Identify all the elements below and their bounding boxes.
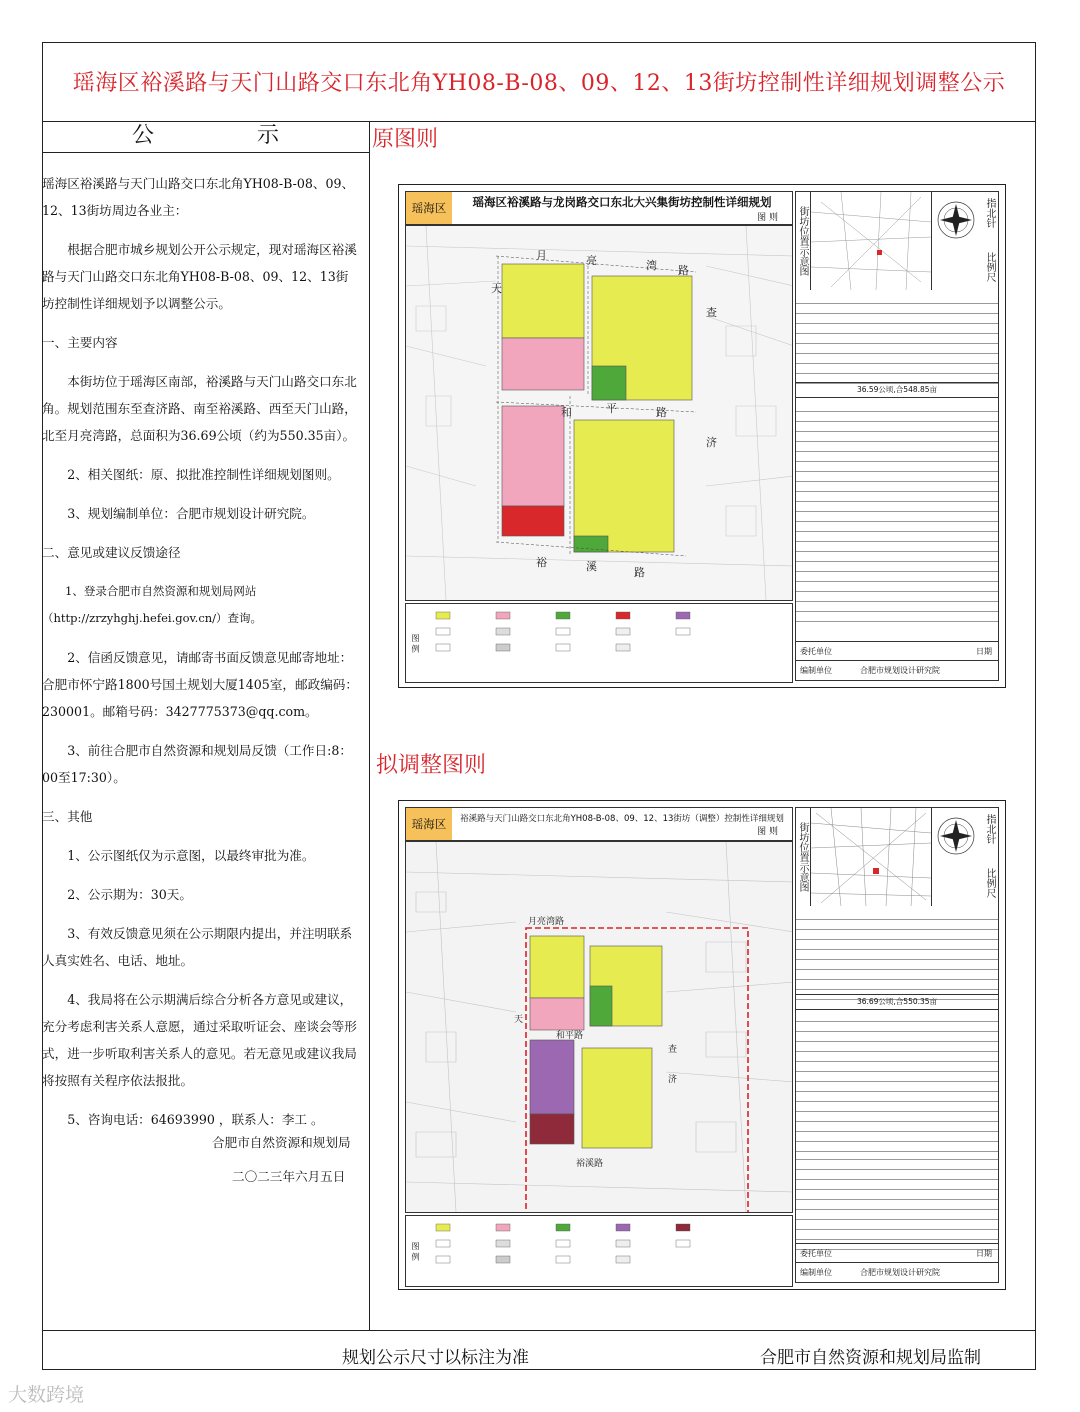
sheet-subtitle: 图 则 <box>757 826 778 837</box>
district-tag: 瑶海区 <box>406 192 452 224</box>
district-tag: 瑶海区 <box>406 808 452 840</box>
svg-text:溪: 溪 <box>586 560 597 573</box>
maker-name: 合肥市规划设计研究院 <box>860 1268 940 1277</box>
sheet-name-text: 裕溪路与天门山路交口东北角YH08-B-08、09、12、13街坊（调整）控制性详细规划 <box>460 813 784 824</box>
total-area: 36.59公顷,合548.85亩 <box>796 382 998 398</box>
side-panel <box>795 807 999 1283</box>
section-2-para-1: 1、登录合肥市自然资源和规划局网站（http://zrzyhghj.hefei.gov.cn/）查询。 <box>42 584 263 625</box>
location-map <box>811 808 932 906</box>
svg-text:济: 济 <box>706 436 717 449</box>
entrust-label: 委托单位 <box>800 1249 832 1258</box>
scale-label: 比例尺 <box>984 868 995 898</box>
svg-text:和平路: 和平路 <box>556 1031 584 1041</box>
north-arrow-label: 指北针 <box>984 198 995 228</box>
section-2-heading: 二、意见或建议反馈途径 <box>42 545 181 560</box>
notice-body <box>42 170 360 1145</box>
notice-intro: 根据合肥市城乡规划公开公示规定，现对瑶海区裕溪路与天门山路交口东北角YH08-B-08、09、12、13街坊控制性详细规划予以调整公示。 <box>42 242 357 311</box>
footer-supervisor: 合肥市自然资源和规划局监制 <box>760 1348 981 1368</box>
svg-text:裕溪路: 裕溪路 <box>576 1159 604 1169</box>
svg-text:路: 路 <box>634 566 645 579</box>
notice-column <box>42 122 370 1330</box>
svg-text:和: 和 <box>561 406 572 419</box>
section-3-para-5: 5、咨询电话：64693990 ，联系人：李工 。 <box>67 1112 324 1127</box>
section-3-para-1: 1、公示图纸仅为示意图，以最终审批为准。 <box>67 848 315 863</box>
title-bar <box>42 42 1036 122</box>
location-map-label: 街坊位置示意图 <box>796 192 811 290</box>
svg-text:查: 查 <box>706 306 717 319</box>
svg-text:路: 路 <box>656 406 667 419</box>
section-3-para-3: 3、有效反馈意见须在公示期限内提出，并注明联系人真实姓名、电话、地址。 <box>42 926 353 968</box>
svg-text:亮: 亮 <box>586 254 597 267</box>
svg-text:月亮湾路: 月亮湾路 <box>528 917 565 927</box>
signer: 合肥市自然资源和规划局 <box>212 1135 351 1150</box>
section-3-heading: 三、其他 <box>42 809 93 824</box>
svg-text:查: 查 <box>668 1045 678 1055</box>
watermark: 大数跨境 <box>8 1384 85 1406</box>
legend-panel <box>405 1215 793 1287</box>
svg-text:路: 路 <box>678 264 689 277</box>
section-2-para-2: 2、信函反馈意见，请邮寄书面反馈意见邮寄地址：合肥市怀宁路1800号国土规划大厦1405室，邮政编码：230001。邮箱号码：3427775373@qq.com。 <box>42 650 358 719</box>
notice-heading: 公 示 <box>42 122 369 153</box>
sheet-title-bar <box>405 807 793 841</box>
svg-text:天: 天 <box>491 282 502 295</box>
facility-table <box>796 542 998 622</box>
footer-bar <box>42 1330 1036 1370</box>
location-map <box>811 192 932 290</box>
compass-icon <box>936 812 986 872</box>
section-1-para-1: 本街坊位于瑶海区南部，裕溪路与天门山路交口东北角。规划范围东至查济路、南至裕溪路、西至天门山路，北至月亮湾路，总面积为36.69公顷（约为550.35亩）。 <box>42 374 357 443</box>
location-map-label: 街坊位置示意图 <box>796 808 811 906</box>
svg-text:月: 月 <box>536 249 547 262</box>
svg-text:湾: 湾 <box>646 259 657 272</box>
original-plan-label: 原图则 <box>372 127 439 152</box>
legend-swatches <box>426 604 786 680</box>
date-label: 日期 <box>976 1249 992 1258</box>
maker-name: 合肥市规划设计研究院 <box>860 666 940 675</box>
sheet-name <box>452 812 792 837</box>
svg-text:平: 平 <box>606 402 617 415</box>
plan-drawing <box>405 225 793 601</box>
scale-label: 比例尺 <box>984 252 995 282</box>
land-use-table <box>796 402 998 542</box>
original-plan-sheet <box>398 184 1006 688</box>
sheet-title-bar <box>405 191 793 225</box>
entrust-label: 委托单位 <box>800 647 832 656</box>
title-block <box>796 641 998 680</box>
section-3-para-4: 4、我局将在公示期满后综合分析各方意见或建议，充分考虑利害关系人意愿，通过采取听证会、座谈会等形式，进一步听取利害关系人的意见。若无意见或建议我局将按照有关程序依法报批。 <box>42 992 357 1088</box>
legend-panel <box>405 603 793 683</box>
notice-salutation: 瑶海区裕溪路与天门山路交口东北角YH08-B-08、09、12、13街坊周边各业主： <box>42 176 355 218</box>
plan-map <box>406 842 793 1212</box>
plan-map <box>406 226 793 600</box>
proposed-plan-sheet <box>398 800 1006 1290</box>
section-1-para-3: 3、规划编制单位：合肥市规划设计研究院。 <box>67 506 315 521</box>
section-1-para-2: 2、相关图纸：原、拟批准控制性详细规划图则。 <box>67 467 340 482</box>
maker-label: 编制单位 <box>800 1268 832 1277</box>
maker-label: 编制单位 <box>800 666 832 675</box>
road-table <box>796 294 998 384</box>
land-use-table <box>796 1012 998 1152</box>
total-area: 36.69公顷,合550.35亩 <box>796 994 998 1010</box>
sheet-name-text: 瑶海区裕溪路与龙岗路交口东北大兴集街坊控制性详细规划 <box>472 194 772 209</box>
section-2-para-3: 3、前往合肥市自然资源和规划局反馈（工作日:8：00至17:30）。 <box>42 743 352 785</box>
svg-text:天: 天 <box>514 1015 524 1025</box>
legend-swatches <box>426 1216 786 1284</box>
section-3-para-2: 2、公示期为：30天。 <box>67 887 192 902</box>
date-label: 日期 <box>976 647 992 656</box>
notice-date: 二〇二三年六月五日 <box>232 1169 346 1184</box>
title-block <box>796 1243 998 1282</box>
legend-label: 图 例 <box>411 634 420 653</box>
svg-text:裕: 裕 <box>536 556 547 569</box>
footer-note: 规划公示尺寸以标注为准 <box>342 1348 529 1368</box>
north-arrow-label: 指北针 <box>984 814 995 844</box>
side-panel <box>795 191 999 681</box>
sheet-subtitle: 图 则 <box>757 212 778 223</box>
facility-table <box>796 1150 998 1250</box>
road-table <box>796 910 998 1000</box>
compass-icon <box>936 196 986 256</box>
proposed-plan-label: 拟调整图则 <box>376 753 487 778</box>
svg-text:济: 济 <box>668 1075 678 1085</box>
section-1-heading: 一、主要内容 <box>42 335 118 350</box>
page-title: 瑶海区裕溪路与天门山路交口东北角YH08-B-08、09、12、13街坊控制性详细规划调整公示 <box>72 71 1006 96</box>
sheet-name <box>452 194 792 223</box>
legend-label: 图 例 <box>411 1242 420 1261</box>
plan-drawing <box>405 841 793 1213</box>
